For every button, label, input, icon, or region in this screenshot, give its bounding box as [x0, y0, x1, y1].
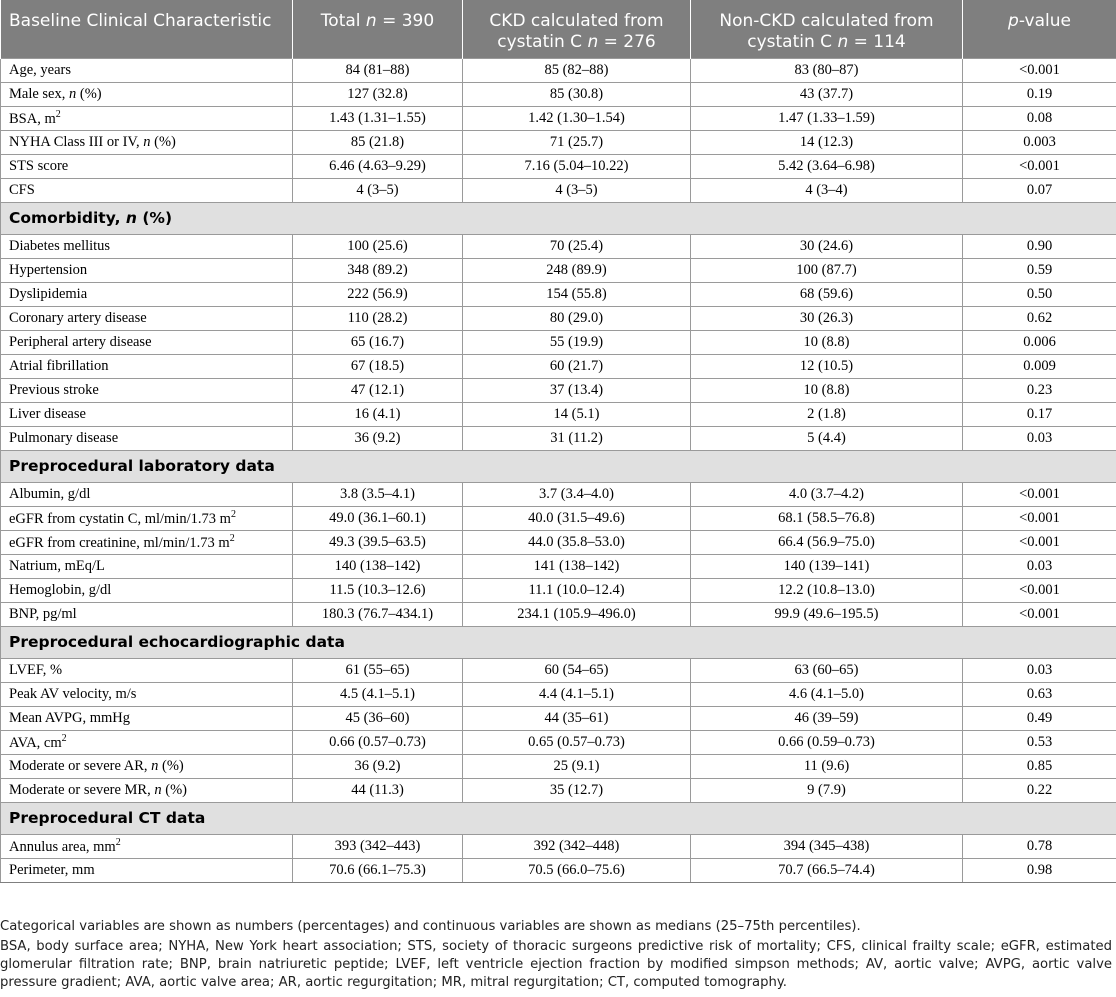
label-segment: n [154, 781, 162, 798]
label-segment: (%) [158, 757, 184, 774]
label-segment: STS score [9, 157, 69, 174]
row-label [1, 426, 293, 450]
section-heading [1, 450, 1116, 482]
label-segment: Peak AV velocity, m/s [9, 685, 137, 702]
cell-p-value: <0.001 [963, 602, 1116, 626]
label-segment: (%) [150, 133, 176, 150]
header-nonckd-line1: Non-CKD calculated from [719, 11, 934, 31]
cell-p-value: 0.98 [963, 858, 1116, 882]
row-label [1, 354, 293, 378]
cell-nonckd: 12 (10.5) [691, 354, 963, 378]
label-segment: Age, years [9, 61, 72, 78]
label-segment: Pulmonary disease [9, 429, 119, 446]
cell-ckd: 7.16 (5.04–10.22) [463, 154, 691, 178]
table-row [1, 682, 1116, 706]
label-segment: Albumin, g/dl [9, 485, 91, 502]
header-nonckd-suffix: = 114 [848, 32, 906, 52]
cell-ckd: 70 (25.4) [463, 234, 691, 258]
cell-p-value: 0.23 [963, 378, 1116, 402]
label-segment: NYHA Class III or IV, [9, 133, 144, 150]
table-row [1, 354, 1116, 378]
label-segment: (%) [136, 209, 173, 227]
table-row [1, 506, 1116, 530]
label-segment: Hypertension [9, 261, 88, 278]
cell-ckd: 248 (89.9) [463, 258, 691, 282]
label-segment: CFS [9, 181, 35, 198]
cell-total: 84 (81–88) [293, 58, 463, 82]
row-label [1, 306, 293, 330]
cell-nonckd: 12.2 (10.8–13.0) [691, 578, 963, 602]
table-row [1, 82, 1116, 106]
cell-ckd: 35 (12.7) [463, 778, 691, 802]
footnote-variables: Categorical variables are shown as numbers (percentages) and continuous variables are shown as medians (25–75th percentiles). [0, 919, 861, 934]
cell-total: 1.43 (1.31–1.55) [293, 106, 463, 130]
row-label [1, 82, 293, 106]
row-label [1, 602, 293, 626]
label-segment: Liver disease [9, 405, 86, 422]
cell-total: 61 (55–65) [293, 658, 463, 682]
label-segment: Comorbidity, [9, 209, 126, 227]
label-segment: (%) [76, 85, 102, 102]
cell-nonckd: 30 (24.6) [691, 234, 963, 258]
label-segment: n [143, 133, 151, 150]
label-segment: n [69, 85, 77, 102]
cell-nonckd: 83 (80–87) [691, 58, 963, 82]
header-total-prefix: Total [320, 11, 366, 31]
cell-nonckd: 140 (139–141) [691, 554, 963, 578]
cell-p-value: <0.001 [963, 530, 1116, 554]
label-segment: Previous stroke [9, 381, 99, 398]
label-segment: Annulus area, mm [9, 838, 116, 855]
cell-ckd: 40.0 (31.5–49.6) [463, 506, 691, 530]
label-segment: Mean AVPG, mmHg [9, 709, 130, 726]
row-label [1, 506, 293, 530]
label-segment: Preprocedural laboratory data [9, 457, 275, 475]
cell-ckd: 25 (9.1) [463, 754, 691, 778]
label-segment: 2 [61, 732, 67, 744]
cell-total: 36 (9.2) [293, 426, 463, 450]
label-segment: Coronary artery disease [9, 309, 147, 326]
table-row [1, 658, 1116, 682]
row-label [1, 682, 293, 706]
cell-nonckd: 70.7 (66.5–74.4) [691, 858, 963, 882]
cell-p-value: 0.59 [963, 258, 1116, 282]
footnote-abbreviations: BSA, body surface area; NYHA, New York heart association; STS, society of thoracic surgeons predictive risk of mortality; CFS, clinical frailty scale; eGFR, estimated glomerular filtration rate; BNP, brain natriuretic peptide; LVEF, left ventricle ejection fraction by modified simpson methods; AV, aortic valve; AVPG, aortic valve pressure gradient; AVA, aortic valve area; AR, aortic regurgitation; MR, mitral regurgitation; CT, computed tomography. [0, 939, 1112, 990]
cell-ckd: 60 (21.7) [463, 354, 691, 378]
header-nonckd-prefix: cystatin C [747, 32, 838, 52]
cell-total: 49.0 (36.1–60.1) [293, 506, 463, 530]
cell-ckd: 392 (342–448) [463, 834, 691, 858]
cell-nonckd: 5 (4.4) [691, 426, 963, 450]
label-segment: 2 [55, 108, 61, 120]
cell-ckd: 3.7 (3.4–4.0) [463, 482, 691, 506]
header-characteristic [1, 0, 293, 58]
cell-ckd: 4 (3–5) [463, 178, 691, 202]
label-segment: (%) [161, 781, 187, 798]
cell-p-value: 0.22 [963, 778, 1116, 802]
header-total [293, 0, 463, 58]
cell-total: 6.46 (4.63–9.29) [293, 154, 463, 178]
cell-p-value: 0.78 [963, 834, 1116, 858]
row-label [1, 282, 293, 306]
row-label [1, 378, 293, 402]
row-label [1, 234, 293, 258]
cell-total: 49.3 (39.5–63.5) [293, 530, 463, 554]
label-segment: Preprocedural echocardiographic data [9, 633, 345, 651]
cell-p-value: 0.53 [963, 730, 1116, 754]
cell-nonckd: 2 (1.8) [691, 402, 963, 426]
table-row [1, 578, 1116, 602]
table-row [1, 330, 1116, 354]
cell-p-value: 0.19 [963, 82, 1116, 106]
cell-total: 4 (3–5) [293, 178, 463, 202]
label-segment: Diabetes mellitus [9, 237, 111, 254]
header-ckd-prefix: cystatin C [497, 32, 588, 52]
cell-p-value: 0.08 [963, 106, 1116, 130]
row-label [1, 154, 293, 178]
header-ckd [463, 0, 691, 58]
row-label [1, 778, 293, 802]
cell-p-value: 0.85 [963, 754, 1116, 778]
label-segment: Moderate or severe AR, [9, 757, 152, 774]
cell-total: 45 (36–60) [293, 706, 463, 730]
label-segment: Peripheral artery disease [9, 333, 152, 350]
row-label [1, 658, 293, 682]
cell-nonckd: 1.47 (1.33–1.59) [691, 106, 963, 130]
row-label [1, 858, 293, 882]
cell-total: 222 (56.9) [293, 282, 463, 306]
cell-p-value: <0.001 [963, 506, 1116, 530]
table-row [1, 426, 1116, 450]
header-total-suffix: = 390 [376, 11, 435, 31]
label-segment: 2 [115, 836, 121, 848]
cell-p-value: 0.50 [963, 282, 1116, 306]
label-segment: Male sex, [9, 85, 69, 102]
cell-ckd: 0.65 (0.57–0.73) [463, 730, 691, 754]
cell-nonckd: 100 (87.7) [691, 258, 963, 282]
cell-nonckd: 66.4 (56.9–75.0) [691, 530, 963, 554]
header-p-suffix: -value [1018, 11, 1071, 31]
table-row [1, 482, 1116, 506]
cell-total: 67 (18.5) [293, 354, 463, 378]
cell-p-value: 0.003 [963, 130, 1116, 154]
cell-p-value: 0.07 [963, 178, 1116, 202]
cell-p-value: 0.009 [963, 354, 1116, 378]
cell-ckd: 11.1 (10.0–12.4) [463, 578, 691, 602]
section-row [1, 802, 1116, 834]
cell-total: 11.5 (10.3–12.6) [293, 578, 463, 602]
table-row [1, 234, 1116, 258]
row-label [1, 754, 293, 778]
row-label [1, 554, 293, 578]
cell-ckd: 141 (138–142) [463, 554, 691, 578]
label-segment: BSA, m [9, 110, 56, 127]
cell-total: 127 (32.8) [293, 82, 463, 106]
cell-nonckd: 14 (12.3) [691, 130, 963, 154]
cell-nonckd: 4.0 (3.7–4.2) [691, 482, 963, 506]
cell-nonckd: 30 (26.3) [691, 306, 963, 330]
table-row [1, 858, 1116, 882]
cell-ckd: 4.4 (4.1–5.1) [463, 682, 691, 706]
cell-p-value: <0.001 [963, 58, 1116, 82]
cell-ckd: 71 (25.7) [463, 130, 691, 154]
table-row [1, 834, 1116, 858]
cell-ckd: 80 (29.0) [463, 306, 691, 330]
cell-p-value: <0.001 [963, 578, 1116, 602]
cell-total: 65 (16.7) [293, 330, 463, 354]
label-segment: Preprocedural CT data [9, 809, 206, 827]
table-row [1, 306, 1116, 330]
table-row [1, 154, 1116, 178]
section-row [1, 202, 1116, 234]
header-characteristic-label: Baseline Clinical Characteristic [9, 11, 272, 31]
label-segment: n [125, 209, 137, 227]
row-label [1, 730, 293, 754]
cell-p-value: 0.17 [963, 402, 1116, 426]
row-label [1, 402, 293, 426]
row-label [1, 106, 293, 130]
cell-nonckd: 63 (60–65) [691, 658, 963, 682]
label-segment: eGFR from cystatin C, ml/min/1.73 m [9, 510, 231, 527]
table-row [1, 402, 1116, 426]
label-segment: Dyslipidemia [9, 285, 88, 302]
row-label [1, 706, 293, 730]
row-label [1, 178, 293, 202]
cell-total: 100 (25.6) [293, 234, 463, 258]
cell-nonckd: 10 (8.8) [691, 330, 963, 354]
cell-nonckd: 99.9 (49.6–195.5) [691, 602, 963, 626]
cell-total: 4.5 (4.1–5.1) [293, 682, 463, 706]
table-row [1, 778, 1116, 802]
cell-nonckd: 4 (3–4) [691, 178, 963, 202]
table-row [1, 106, 1116, 130]
cell-ckd: 234.1 (105.9–496.0) [463, 602, 691, 626]
table-row [1, 754, 1116, 778]
table-row [1, 282, 1116, 306]
cell-nonckd: 0.66 (0.59–0.73) [691, 730, 963, 754]
cell-total: 393 (342–443) [293, 834, 463, 858]
cell-p-value: 0.63 [963, 682, 1116, 706]
cell-ckd: 55 (19.9) [463, 330, 691, 354]
section-heading [1, 202, 1116, 234]
header-total-n: n [365, 11, 377, 31]
section-heading [1, 626, 1116, 658]
cell-ckd: 37 (13.4) [463, 378, 691, 402]
table-footnotes [0, 918, 1112, 994]
table-row [1, 554, 1116, 578]
cell-nonckd: 10 (8.8) [691, 378, 963, 402]
row-label [1, 258, 293, 282]
cell-ckd: 1.42 (1.30–1.54) [463, 106, 691, 130]
cell-nonckd: 11 (9.6) [691, 754, 963, 778]
cell-ckd: 60 (54–65) [463, 658, 691, 682]
cell-total: 36 (9.2) [293, 754, 463, 778]
cell-nonckd: 5.42 (3.64–6.98) [691, 154, 963, 178]
cell-nonckd: 68.1 (58.5–76.8) [691, 506, 963, 530]
label-segment: Hemoglobin, g/dl [9, 581, 112, 598]
cell-total: 140 (138–142) [293, 554, 463, 578]
label-segment: LVEF, % [9, 661, 63, 678]
row-label [1, 482, 293, 506]
label-segment: Moderate or severe MR, [9, 781, 155, 798]
cell-total: 110 (28.2) [293, 306, 463, 330]
cell-p-value: 0.03 [963, 426, 1116, 450]
label-segment: 2 [229, 532, 235, 544]
cell-nonckd: 394 (345–438) [691, 834, 963, 858]
cell-p-value: 0.03 [963, 658, 1116, 682]
cell-ckd: 70.5 (66.0–75.6) [463, 858, 691, 882]
cell-nonckd: 43 (37.7) [691, 82, 963, 106]
cell-nonckd: 4.6 (4.1–5.0) [691, 682, 963, 706]
section-heading [1, 802, 1116, 834]
section-row [1, 626, 1116, 658]
label-segment: BNP, pg/ml [9, 605, 77, 622]
cell-p-value: 0.03 [963, 554, 1116, 578]
cell-ckd: 14 (5.1) [463, 402, 691, 426]
table-body [1, 58, 1116, 882]
table-row [1, 178, 1116, 202]
cell-total: 3.8 (3.5–4.1) [293, 482, 463, 506]
header-row [1, 0, 1116, 58]
cell-nonckd: 46 (39–59) [691, 706, 963, 730]
cell-p-value: 0.90 [963, 234, 1116, 258]
cell-total: 47 (12.1) [293, 378, 463, 402]
label-segment: eGFR from creatinine, ml/min/1.73 m [9, 534, 230, 551]
label-segment: AVA, cm [9, 734, 62, 751]
row-label [1, 578, 293, 602]
header-nonckd [691, 0, 963, 58]
label-segment: Perimeter, mm [9, 861, 95, 878]
table-row [1, 58, 1116, 82]
table-row [1, 258, 1116, 282]
row-label [1, 834, 293, 858]
cell-total: 348 (89.2) [293, 258, 463, 282]
table-row [1, 378, 1116, 402]
cell-nonckd: 68 (59.6) [691, 282, 963, 306]
cell-ckd: 85 (82–88) [463, 58, 691, 82]
cell-p-value: 0.49 [963, 706, 1116, 730]
row-label [1, 58, 293, 82]
label-segment: Natrium, mEq/L [9, 557, 105, 574]
header-ckd-suffix: = 276 [598, 32, 656, 52]
cell-p-value: 0.006 [963, 330, 1116, 354]
cell-ckd: 85 (30.8) [463, 82, 691, 106]
cell-total: 44 (11.3) [293, 778, 463, 802]
label-segment: n [151, 757, 159, 774]
row-label [1, 130, 293, 154]
label-segment: Atrial fibrillation [9, 357, 109, 374]
header-p-letter: p [1008, 11, 1019, 31]
table-header [1, 0, 1116, 58]
cell-total: 16 (4.1) [293, 402, 463, 426]
table-row [1, 730, 1116, 754]
section-row [1, 450, 1116, 482]
cell-total: 85 (21.8) [293, 130, 463, 154]
header-p-value [963, 0, 1116, 58]
cell-nonckd: 9 (7.9) [691, 778, 963, 802]
row-label [1, 530, 293, 554]
cell-ckd: 31 (11.2) [463, 426, 691, 450]
cell-total: 70.6 (66.1–75.3) [293, 858, 463, 882]
cell-total: 0.66 (0.57–0.73) [293, 730, 463, 754]
cell-ckd: 154 (55.8) [463, 282, 691, 306]
cell-total: 180.3 (76.7–434.1) [293, 602, 463, 626]
table-row [1, 530, 1116, 554]
header-ckd-line1: CKD calculated from [489, 11, 664, 31]
table-row [1, 602, 1116, 626]
cell-p-value: <0.001 [963, 482, 1116, 506]
header-ckd-n: n [587, 32, 599, 52]
cell-p-value: <0.001 [963, 154, 1116, 178]
table-row [1, 130, 1116, 154]
table-row [1, 706, 1116, 730]
row-label [1, 330, 293, 354]
cell-ckd: 44 (35–61) [463, 706, 691, 730]
cell-ckd: 44.0 (35.8–53.0) [463, 530, 691, 554]
header-nonckd-n: n [837, 32, 849, 52]
label-segment: 2 [230, 508, 236, 520]
cell-p-value: 0.62 [963, 306, 1116, 330]
